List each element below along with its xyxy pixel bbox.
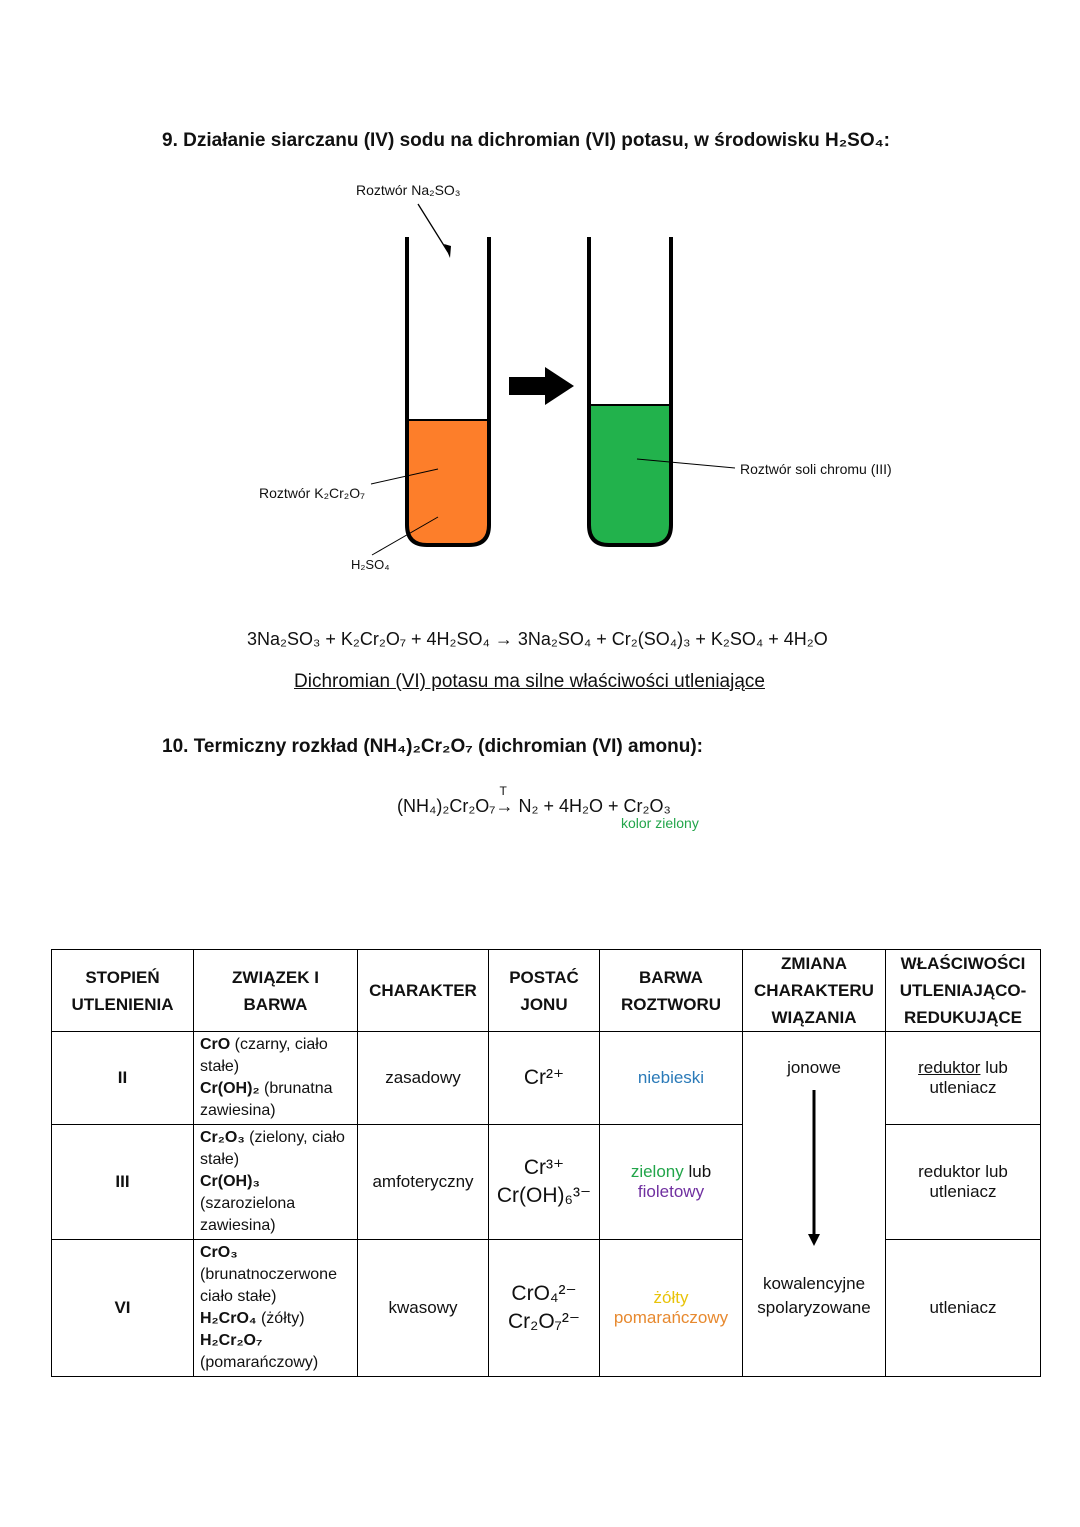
test-tube-diagram (0, 0, 1080, 620)
header-redox-properties: WŁAŚCIWOŚCI UTLENIAJĄCO- REDUKUJĄCE (886, 950, 1041, 1032)
chromium-oxidation-table (51, 949, 1041, 1377)
label-na2so3: Roztwór Na₂SO₃ (356, 182, 461, 198)
section-10-heading: 10. Termiczny rozkład (NH₄)₂Cr₂O₇ (dichromian (VI) amonu): (162, 736, 703, 757)
solution-color-cell: zielony lub fioletowy (600, 1125, 743, 1240)
ion-cell: CrO₄²⁻ Cr₂O₇²⁻ (489, 1240, 600, 1377)
redox-cell: reduktor lub utleniacz (886, 1032, 1041, 1125)
character-cell: kwasowy (358, 1240, 489, 1377)
ion-cell: Cr³⁺ Cr(OH)₆³⁻ (489, 1125, 600, 1240)
compound-cell: CrO₃ (brunatnoczerwone ciało stałe) H₂CrO₄ (żółty) H₂Cr₂O₇ (pomarańczowy) (194, 1240, 358, 1377)
oxidation-state-cell: III (52, 1125, 194, 1240)
tube-left-liquid (407, 420, 489, 545)
redox-cell: reduktor lub utleniacz (886, 1125, 1041, 1240)
table-row (52, 1240, 1041, 1377)
label-k2cr2o7: Roztwór K₂Cr₂O₇ (259, 485, 365, 501)
eq10-right: N₂ + 4H₂O + Cr₂O₃ (518, 796, 671, 816)
ion-cell: Cr²⁺ (489, 1032, 600, 1125)
character-cell: amfoteryczny (358, 1125, 489, 1240)
compound-cell: CrO (czarny, ciało stałe) Cr(OH)₂ (brunatna zawiesina) (194, 1032, 358, 1125)
section-9-heading: 9. Działanie siarczanu (IV) sodu na dichromian (VI) potasu, w środowisku H₂SO₄: (162, 130, 891, 151)
eq10-left: (NH₄)₂Cr₂O₇ (397, 796, 496, 816)
oxidation-state-cell: VI (52, 1240, 194, 1377)
bond-covalent: kowalencyjne spolaryzowane (757, 1274, 871, 1317)
header-ion-form: POSTAĆ JONU (489, 950, 600, 1032)
solution-color-cell: żółty pomarańczowy (600, 1240, 743, 1377)
oxidation-state-cell: II (52, 1032, 194, 1125)
character-cell: zasadowy (358, 1032, 489, 1125)
conclusion-9: Dichromian (VI) potasu ma silne właściwości utleniające (294, 671, 765, 692)
table-header-row (52, 950, 1041, 1032)
down-arrow-icon (804, 1090, 824, 1250)
bond-change-cell (743, 1032, 886, 1377)
header-character: CHARAKTER (358, 950, 489, 1032)
note-green-color: kolor zielony (621, 815, 699, 831)
header-compound-color: ZWIĄZEK I BARWA (194, 950, 358, 1032)
label-h2so4: H₂SO₄ (351, 557, 390, 572)
reaction-equation-10 (397, 784, 671, 817)
solution-color-cell: niebieski (600, 1032, 743, 1125)
label-chromium-iii-solution: Roztwór soli chromu (III) (740, 461, 892, 477)
header-solution-color: BARWA ROZTWORU (600, 950, 743, 1032)
table-row (52, 1125, 1041, 1240)
reaction-arrow (509, 367, 574, 405)
header-bond-change: ZMIANA CHARAKTERU WIĄZANIA (743, 950, 886, 1032)
eq10-arrow-label: T (499, 784, 507, 798)
table-row (52, 1032, 1041, 1125)
header-oxidation-state: STOPIEŃ UTLENIENIA (52, 950, 194, 1032)
compound-cell: Cr₂O₃ (zielony, ciało stałe) Cr(OH)₃ (szarozielona zawiesina) (194, 1125, 358, 1240)
bond-ionic: jonowe (787, 1058, 841, 1077)
redox-cell: utleniacz (886, 1240, 1041, 1377)
reaction-equation-9: 3Na₂SO₃ + K₂Cr₂O₇ + 4H₂SO₄ → 3Na₂SO₄ + Cr₂(SO₄)₃ + K₂SO₄ + 4H₂O (247, 629, 828, 649)
tube-right-liquid (589, 405, 671, 545)
eq10-arrow: T → (495, 784, 514, 816)
